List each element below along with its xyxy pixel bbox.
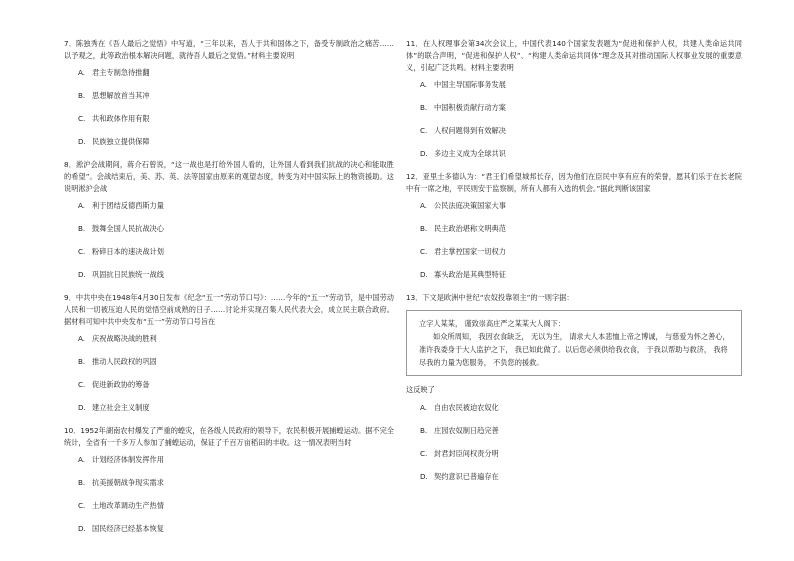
option-text: 民族独立提供保障 — [92, 137, 150, 146]
option-text: 共和政体作用有限 — [92, 114, 150, 123]
option-b[interactable] — [420, 102, 742, 114]
option-c[interactable] — [78, 113, 394, 125]
option-text: 自由农民被迫农奴化 — [434, 403, 499, 412]
option-letter: D. — [78, 137, 86, 146]
option-text: 利于团结反德西斯力量 — [92, 201, 164, 210]
option-d[interactable] — [420, 471, 742, 483]
option-letter: C. — [420, 126, 428, 135]
option-text: 多边主义成为全球共识 — [434, 149, 506, 158]
option-d[interactable] — [420, 269, 742, 281]
question-stem: 9．中共中央在1948年4月30日发布《纪念“五一”劳动节口号》：……今年的“五一”劳动节，是中国劳动人民和一切被压迫人民的觉悟空前成熟的日子……讨论并实现召集人民代表大会，成立民主联合政府。据材料可知中共中央发布“五一”劳动节口号旨在 — [64, 293, 394, 326]
option-d[interactable] — [78, 402, 394, 414]
question-stem: 12．亚里士多德认为：“君王们希望城邦长存，因为他们在臣民中享有应有的荣誉，愿其们乐于在长老院中有一席之地，平民则安于监察制，所有人都有入选的机会。”据此判断该国家 — [406, 172, 742, 193]
question-stem: 10．1952年湖南农村爆发了严重的蝗灾，在各级人民政府的领导下，农民积极开展捕蝗运动。据不完全统计，全省有一千多万人参加了捕蝗运动，保证了千百万亩稻田的丰收。这一情况表明当时 — [64, 426, 394, 447]
option-letter: D. — [420, 270, 428, 279]
option-b[interactable] — [78, 90, 394, 102]
question-12 — [406, 171, 742, 281]
question-9 — [64, 292, 394, 414]
question-13 — [406, 292, 742, 483]
options-list — [78, 333, 394, 414]
option-letter: B. — [78, 224, 86, 233]
option-c[interactable] — [420, 125, 742, 137]
document-salutation: 立字人某某， 谨致崇高庄严之某某大人阁下： — [419, 319, 566, 328]
option-letter: B. — [78, 478, 86, 487]
option-a[interactable] — [78, 200, 394, 212]
option-b[interactable] — [420, 425, 742, 437]
option-d[interactable] — [78, 136, 394, 148]
option-text: 抗美援朝战争现实需求 — [92, 478, 164, 487]
option-letter: A. — [78, 201, 86, 210]
option-c[interactable] — [78, 500, 394, 512]
option-text: 促进新政协的筹备 — [92, 380, 150, 389]
option-b[interactable] — [420, 223, 742, 235]
option-a[interactable] — [78, 333, 394, 345]
option-c[interactable] — [420, 448, 742, 460]
option-text: 公民法庭决策国家大事 — [434, 201, 506, 210]
option-c[interactable] — [420, 246, 742, 258]
option-letter: A. — [78, 455, 86, 464]
option-letter: C. — [420, 247, 428, 256]
option-text: 庄园农奴制日趋完善 — [434, 426, 499, 435]
option-text: 计划经济体制发挥作用 — [92, 455, 164, 464]
option-d[interactable] — [78, 523, 394, 535]
option-letter: D. — [420, 149, 428, 158]
option-letter: D. — [78, 403, 86, 412]
option-text: 民主政治堪称文明典范 — [434, 224, 506, 233]
option-text: 推动人民政权的巩固 — [92, 357, 157, 366]
option-text: 中国主导国际事务发展 — [434, 80, 506, 89]
option-letter: B. — [420, 103, 428, 112]
option-text: 君主专制急待推翻 — [92, 68, 150, 77]
option-letter: D. — [78, 524, 86, 533]
option-text: 粉碎日本的速决战计划 — [92, 247, 164, 256]
option-text: 巩固抗日民族统一战线 — [92, 270, 164, 279]
option-letter: D. — [420, 472, 428, 481]
options-list — [420, 79, 742, 160]
question-stem: 8．淞沪会战期间，蒋介石曾说，“这一战也是打给外国人看的，让外国人看到我们抗战的决心和能取胜的希望”。会战结束后，美、苏、英、法等国家由原来的观望态度，转变为对中国实际上的物资援助。这说明淞沪会战 — [64, 160, 394, 193]
option-d[interactable] — [78, 269, 394, 281]
right-column — [406, 38, 742, 494]
option-c[interactable] — [78, 379, 394, 391]
option-b[interactable] — [78, 356, 394, 368]
left-column — [64, 38, 394, 546]
option-text: 国民经济已经基本恢复 — [92, 524, 164, 533]
option-d[interactable] — [420, 148, 742, 160]
option-letter: C. — [78, 114, 86, 123]
option-b[interactable] — [78, 223, 394, 235]
option-a[interactable] — [420, 200, 742, 212]
document-body: 如众所周知， 我因衣食缺乏， 无以为生， 请求大人本悲恤上帝之博诚， 与慈爱为怀之善心， 准许我委身于大人监护之下， 我已如此做了。以后您必须供给我衣食， 于我以帮助与救济， 我将尽我的力量为您服务， 不负您的援救。 — [419, 332, 730, 367]
option-letter: C. — [78, 501, 86, 510]
option-letter: B. — [78, 91, 86, 100]
option-text: 土地改革调动生产热情 — [92, 501, 164, 510]
options-list — [78, 454, 394, 535]
option-letter: A. — [420, 80, 428, 89]
option-a[interactable] — [420, 79, 742, 91]
option-letter: A. — [78, 68, 86, 77]
question-11 — [406, 38, 742, 160]
option-letter: C. — [420, 449, 428, 458]
option-c[interactable] — [78, 246, 394, 258]
option-letter: A. — [420, 403, 428, 412]
options-list — [420, 200, 742, 281]
option-letter: A. — [78, 334, 86, 343]
option-text: 庆祝战略决战的胜利 — [92, 334, 157, 343]
option-text: 中国积极贡献行动方案 — [434, 103, 506, 112]
option-text: 君主掌控国家一切权力 — [434, 247, 506, 256]
option-letter: B. — [420, 426, 428, 435]
option-a[interactable] — [78, 67, 394, 79]
option-letter: C. — [78, 380, 86, 389]
option-letter: A. — [420, 201, 428, 210]
option-letter: C. — [78, 247, 86, 256]
option-text: 封君封臣间权责分明 — [434, 449, 499, 458]
option-text: 思想解放首当其冲 — [92, 91, 150, 100]
question-stem: 7．陈独秀在《吾人最后之觉悟》中写道，“三年以来，吾人于共和国体之下，备受专制政治之痛苦……以予观之，此等政治根本解决问题，就待吾人最后之觉悟。”材料主要说明 — [64, 39, 394, 60]
option-a[interactable] — [78, 454, 394, 466]
question-7 — [64, 38, 394, 148]
question-8 — [64, 159, 394, 281]
option-text: 契约意识已普遍存在 — [434, 472, 499, 481]
option-a[interactable] — [420, 402, 742, 414]
option-text: 鼓舞全国人民抗战决心 — [92, 224, 164, 233]
options-list — [78, 200, 394, 281]
option-text: 寡头政治是其典型特征 — [434, 270, 506, 279]
option-b[interactable] — [78, 477, 394, 489]
question-prompt: 这反映了 — [406, 385, 435, 394]
option-letter: B. — [78, 357, 86, 366]
source-document-box — [406, 310, 742, 376]
question-10 — [64, 425, 394, 535]
question-stem: 11．在人权理事会第34次会议上，中国代表140个国家发表题为“促进和保护人权，共建人类命运共同体”的联合声明，“促进和保护人权”、“构建人类命运共同体”理念及其对推动国际人权事业发展的重要意义，引起广泛共鸣。材料主要表明 — [406, 39, 742, 72]
option-letter: D. — [78, 270, 86, 279]
options-list — [78, 67, 394, 148]
option-text: 建立社会主义制度 — [92, 403, 150, 412]
option-letter: B. — [420, 224, 428, 233]
question-stem: 13．下文是欧洲中世纪“农奴投靠领主”的一则字据： — [406, 293, 574, 302]
options-list — [420, 402, 742, 483]
option-text: 人权问题得到有效解决 — [434, 126, 506, 135]
